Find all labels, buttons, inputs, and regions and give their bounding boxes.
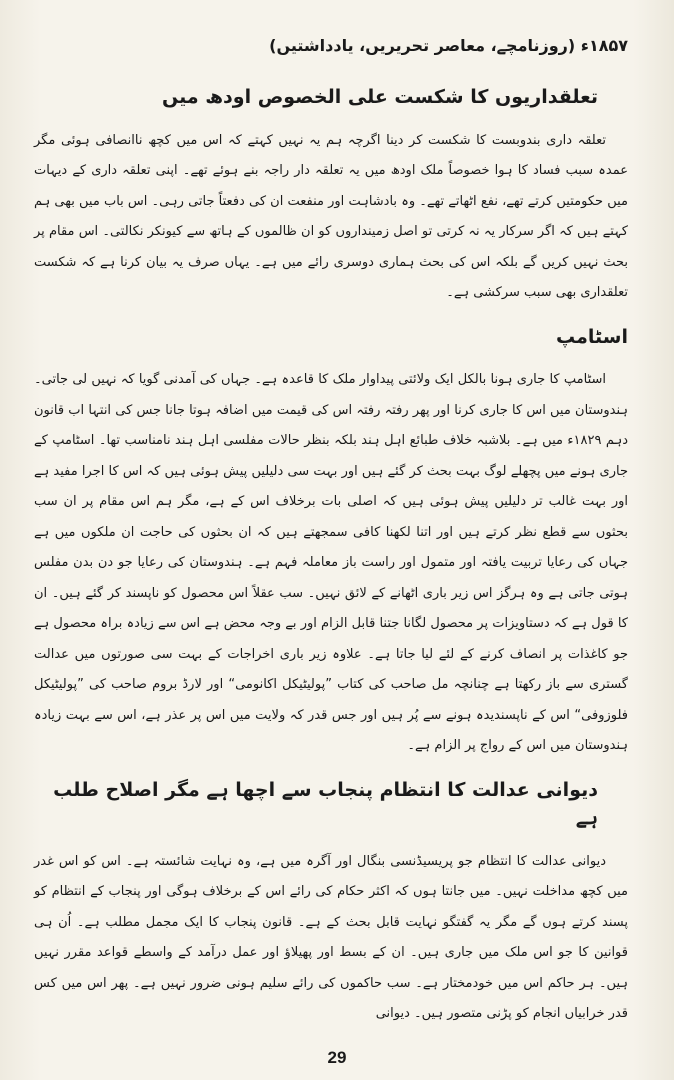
section-taluqdari xyxy=(34,83,628,309)
running-header: ۱۸۵۷ء (روزنامچے، معاصر تحریریں، یادداشتیں) xyxy=(269,36,628,55)
section-heading: اسٹامپ xyxy=(556,325,628,348)
page-number: 29 xyxy=(327,1048,347,1067)
section-paragraph: تعلقہ داری بندوبست کا شکست کر دینا اگرچہ ہم یہ نہیں کہتے کہ اس میں کچھ ناانصافی ہوئی مگر عمدہ سبب فساد کا ہوا خصوصاً ملک اودھ میں یہ تعلقہ دار راجہ بنے ہوئے تھے۔ اپنی تعلقہ داری کے دیہات میں حکومتیں کرتے تھے، نفع اٹھاتے تھے۔ وہ بادشاہت اور منفعت ان کی دفعتاً جاتی رہی۔ اس باب میں بھی ہم کہتے ہیں کہ اگر سرکار یہ نہ کرتی تو اصل زمینداروں کو ان ظالموں کے ہاتھ سے کیونکر نکالتی۔ اس مقام پر بحث نہیں کریں گے بلکہ اس کی بحث ہماری دوسری رائے میں ہے۔ یہاں صرف یہ بیان کرنا ہے کہ شکست تعلقداری بھی سبب سرکشی ہے۔ xyxy=(34,132,628,300)
section-stamp xyxy=(34,323,628,762)
section-civil-court xyxy=(34,776,628,1030)
section-paragraph: اسٹامپ کا جاری ہونا بالکل ایک ولائتی پیداوار ملک کا قاعدہ ہے۔ جہاں کی آمدنی گویا کہ نہیں لی جاتی۔ ہندوستان میں اس کا جاری کرنا اور پھر رفتہ رفتہ اس کی قیمت میں اضافہ ہوتا جانا جس کی انتہا اب قانون دہم ۱۸۲۹ء میں ہے۔ بلاشبہ خلاف طبائع اہل ہند بلکہ بنظر حالات مفلسی اہل ہند نامناسب تھا۔ اسٹامپ کے جاری ہونے میں پچھلے لوگ بہت بحث کر گئے ہیں اور بہت سی دلیلیں پیش ہوئی ہیں کہ اس کا اجرا مفید ہے اور بہت غالب تر دلیلیں پیش ہوئی ہیں کہ اصلی بات برخلاف اس کے ہے، مگر ہم اس مقام پر ان سب بحثوں سے قطع نظر کرتے ہیں اور اتنا لکھنا کافی سمجھتے ہیں کہ ان بحثوں کی حاجت ان ملکوں میں ہے جہاں کی رعایا تربیت یافتہ اور متمول اور راست باز معاملہ فہم ہے۔ ہندوستان کی رعایا جو دن بدن مفلس ہوتی جاتی ہے وہ ہرگز اس زیر باری اٹھانے کے لائق نہیں۔ سب عقلاً اس محصول کو ناپسند کر گئے ہیں۔ ان کا قول ہے کہ دستاویزات پر محصول لگانا جتنا قابل الزام اور بے وجہ محض ہے اس سے زیادہ براہ محصول ہے جو کاغذات پر انصاف کرنے کے لئے لیا جاتا ہے۔ علاوہ زیر باری اخراجات کے بہت سی صورتوں میں عدالت گستری سے باز رکھتا ہے چنانچہ مل صاحب کی کتاب ”پولیٹیکل اکانومی“ اور لارڈ بروم صاحب کی ”پولیٹیکل فلوزوفی“ اس کے ناپسندیدہ ہونے سے پُر ہیں اور جس قدر کہ ولایت میں اس پر عذر ہے، اس سے بہت زیادہ ہندوستان میں اس کے رواج پر الزام ہے۔ xyxy=(34,372,628,753)
section-paragraph: دیوانی عدالت کا انتظام جو پریسیڈنسی بنگال اور آگرہ میں ہے، وہ نہایت شائستہ ہے۔ اس کو اس غدر میں کچھ مداخلت نہیں۔ میں جانتا ہوں کہ اکثر حکام کی رائے اس کے برخلاف ہوگی اور پنجاب کے انتظام کو پسند کرتے ہوں گے مگر یہ گفتگو نہایت قابل بحث کے ہے۔ قانون پنجاب کا ایک مجمل مطلب ہے۔ اُن ہی قوانین کا جو اس ملک میں جاری ہیں۔ ان کے بسط اور پھیلاؤ اور عمل درآمد کے واسطے قواعد مقرر نہیں ہیں۔ ہر حاکم اس میں خودمختار ہے۔ سب حاکموں کی رائے سلیم ہونی ضرور نہیں ہے۔ پھر اس میں کس قدر خرابیاں انجام کو پڑنی متصور ہیں۔ دیوانی xyxy=(34,853,628,1021)
section-heading: دیوانی عدالت کا انتظام پنجاب سے اچھا ہے مگر اصلاح طلب ہے xyxy=(53,778,598,829)
section-heading: تعلقداریوں کا شکست علی الخصوص اودھ میں xyxy=(161,86,598,108)
